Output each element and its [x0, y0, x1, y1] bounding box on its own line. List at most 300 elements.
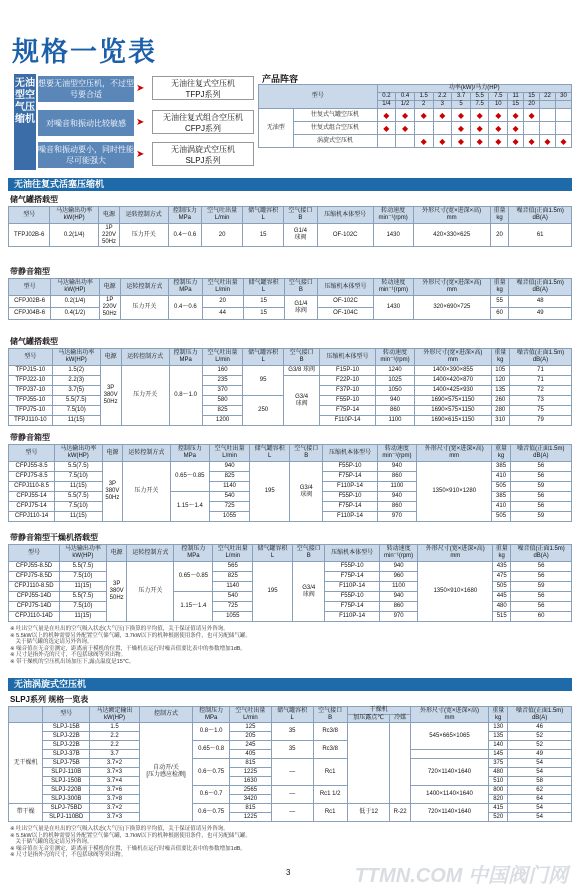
- table-row: [9, 279, 572, 296]
- table-cell: [410, 750, 488, 759]
- table-cell: CFPJ110-8.5D: [9, 582, 60, 592]
- table-header-cell: 噪音值(正面1.5m) dB(A): [511, 545, 572, 562]
- table-row: [9, 207, 572, 224]
- table-header-cell: 外形尺寸(宽×进深×高) mm: [413, 207, 490, 224]
- table-cell: [414, 122, 433, 135]
- table-header-cell: 3.7: [452, 93, 471, 101]
- table-header-cell: 转动速度 min⁻¹(rpm): [379, 545, 418, 562]
- table-cell: 涡旋式空压机: [293, 135, 377, 148]
- table-header-cell: 空气接口 B: [290, 445, 323, 462]
- table-header-cell: 11: [508, 93, 524, 101]
- table-cell: 56: [511, 592, 572, 602]
- table-cell: 1690×575×1150: [415, 396, 491, 406]
- table-cell: TFPJ55-10: [9, 396, 53, 406]
- table-cell: 20: [202, 224, 243, 247]
- table-header-cell: 马达输出功率 kW(HP): [52, 349, 100, 366]
- table-cell: 960: [379, 572, 418, 582]
- table-cell: 510: [489, 777, 508, 786]
- table-cell: 160: [202, 366, 243, 376]
- table-cell: 56: [510, 492, 571, 502]
- table-cell: 725: [213, 602, 253, 612]
- table-cell: CFPJ75-8.5: [9, 472, 55, 482]
- table-cell: 往复式气罐空压机: [293, 109, 377, 122]
- table-header-cell: 运转控制方式: [120, 207, 168, 224]
- diamond-icon: ◆: [452, 122, 471, 135]
- spec-table-cfpj-dryer: [8, 544, 572, 622]
- table-cell: SLPJ-150B: [43, 777, 90, 786]
- table-cell: SLPJ-22B: [43, 732, 90, 741]
- table-cell: 195: [250, 462, 290, 522]
- table-header-cell: [9, 707, 43, 723]
- table-cell: 59: [511, 582, 572, 592]
- lineup-table: [258, 84, 572, 148]
- table-header-cell: 马达输出功率 kW(HP): [50, 207, 98, 224]
- table-cell: 860: [379, 602, 418, 612]
- table-cell: 60: [490, 308, 509, 320]
- diamond-icon: ◆: [396, 109, 415, 122]
- table-cell: 820: [489, 795, 508, 804]
- table-cell: F55P-10: [325, 592, 379, 602]
- table-header-cell: 储气罐容积 L: [243, 279, 284, 296]
- table-cell: 56: [511, 572, 572, 582]
- table-cell: 1100: [377, 482, 416, 492]
- table-cell: SLPJ-37B: [43, 750, 90, 759]
- table-header-cell: 空气吐出量 L/min: [202, 349, 243, 366]
- arrow-right-icon: ➤: [136, 117, 145, 128]
- table-header-cell: 冷媒: [390, 715, 410, 723]
- table-cell: 970: [377, 512, 416, 522]
- table-cell: F75P-14: [323, 502, 378, 512]
- diamond-icon: ◆: [508, 135, 524, 148]
- table-header-cell: 噪音值(正面1.5m) dB(A): [509, 349, 571, 366]
- table-cell: 505: [493, 582, 511, 592]
- table-header-cell: 重量 kg: [491, 349, 509, 366]
- table-cell: 0.65～0.85: [170, 462, 209, 492]
- table-header-cell: 30: [555, 93, 571, 101]
- table-cell: 385: [492, 492, 510, 502]
- table-cell: 505: [492, 512, 510, 522]
- table-cell: 2.2: [90, 732, 139, 741]
- table-header-cell: 转动速度 min⁻¹(rpm): [375, 349, 415, 366]
- table-cell: 11(15): [55, 512, 102, 522]
- table-cell: F15P-10: [320, 366, 375, 376]
- section-bar-scroll: 无油涡旋式空压机: [8, 678, 572, 691]
- table-cell: 压力开关: [120, 296, 168, 320]
- table-cell: 480: [489, 768, 508, 777]
- table-cell: R-22: [390, 804, 410, 822]
- table-cell: 140: [489, 741, 508, 750]
- table-cell: 54: [508, 759, 572, 768]
- table-cell: F55P-10: [323, 462, 378, 472]
- table-cell: 545×665×1065: [410, 723, 488, 750]
- table-cell: CFPJ55-8.5D: [9, 562, 60, 572]
- table-cell: 58: [508, 777, 572, 786]
- table-cell: 压力开关: [120, 224, 168, 247]
- table-cell: 73: [509, 396, 571, 406]
- diamond-icon: ◆: [470, 109, 489, 122]
- table-cell: 480: [493, 602, 511, 612]
- desc-box-3: 噪音和振动要小，同时性能尽可能强大: [38, 142, 134, 168]
- table-header-cell: 5.5: [470, 93, 489, 101]
- table-cell: 56: [511, 602, 572, 612]
- table-cell: 375: [489, 759, 508, 768]
- table-header-cell: 型号: [259, 85, 378, 109]
- table-header-cell: 电源: [98, 207, 119, 224]
- table-cell: [377, 135, 396, 148]
- table-cell: 46: [508, 723, 572, 732]
- table-cell: 135: [491, 386, 509, 396]
- table-cell: —: [271, 786, 313, 804]
- note-line: 关于储气罐的选定请另外咨询。: [10, 839, 93, 845]
- table-cell: 800: [489, 786, 508, 795]
- table-cell: CFPJ04B-6: [9, 308, 51, 320]
- table-cell: 71: [509, 376, 571, 386]
- table-cell: CFPJ55-14: [9, 492, 55, 502]
- table-cell: 1050: [375, 386, 415, 396]
- table-cell: TFPJ110-10: [9, 416, 53, 426]
- table-cell: 1200: [202, 416, 243, 426]
- note-line: ※ 噪音值在无音室测定，距离前于模机的位置，干燥机在运行时噪音值要比表中的参数增加1dB。: [10, 645, 246, 652]
- diamond-icon: ◆: [555, 135, 571, 148]
- arrow-right-icon: ➤: [136, 149, 145, 160]
- table-cell: SLPJ-22B: [43, 741, 90, 750]
- table-row: [9, 545, 572, 562]
- table-cell: 385: [492, 462, 510, 472]
- table-cell: 59: [510, 482, 571, 492]
- table-cell: 1P 220V 50Hz: [98, 224, 119, 247]
- table-cell: 1055: [210, 512, 250, 522]
- subsection-title: 带静音箱型: [10, 267, 50, 276]
- table-cell: 3.7×3: [90, 813, 139, 822]
- table-cell: 3.7×8: [90, 795, 139, 804]
- table-cell: CFPJ75-8.5D: [9, 572, 60, 582]
- table-cell: 7.5(10): [59, 572, 106, 582]
- table-header-cell: 储气罐容积 L: [250, 445, 290, 462]
- table-cell: 79: [509, 416, 571, 426]
- table-cell: 3.7×4: [90, 777, 139, 786]
- table-cell: 0.2(1/4): [50, 224, 98, 247]
- note-line: 关于储气罐的选定请另外咨询。: [10, 639, 93, 645]
- table-cell: 1225: [230, 813, 272, 822]
- table-cell: 320×690×725: [413, 296, 490, 320]
- table-cell: CFPJ75-14D: [9, 602, 60, 612]
- notes-scroll: [10, 826, 430, 859]
- table-cell: 3420: [230, 795, 272, 804]
- table-cell: 860: [375, 406, 415, 416]
- subsection-title: 储气罐搭载型: [10, 195, 58, 204]
- table-header-cell: 空气吐出量 L/min: [202, 207, 243, 224]
- table-cell: 3P 380V 50Hz: [106, 562, 127, 622]
- table-cell: 405: [230, 750, 272, 759]
- table-cell: 52: [508, 732, 572, 741]
- table-cell: 580: [202, 396, 243, 406]
- table-cell: 940: [379, 592, 418, 602]
- table-header-cell: 空气接口 B: [313, 707, 347, 723]
- table-cell: 370: [202, 386, 243, 396]
- subsection-title: 带静音箱型: [10, 433, 50, 442]
- table-header-cell: 储气罐容积 L: [271, 707, 313, 723]
- table-header-cell: 压缩机本体型号: [323, 445, 378, 462]
- table-cell: 55: [490, 296, 509, 308]
- spec-table-cfpj: [8, 444, 572, 522]
- table-cell: 1100: [379, 582, 418, 592]
- table-header-cell: 10: [489, 101, 508, 109]
- table-header-cell: 控制压力 MPa: [169, 349, 202, 366]
- table-cell: [390, 723, 410, 804]
- table-cell: SLPJ-110B: [43, 768, 90, 777]
- table-cell: 120: [491, 376, 509, 386]
- table-cell: Rc1: [313, 804, 347, 822]
- table-cell: F110P-14: [323, 512, 378, 522]
- table-cell: 1140: [210, 482, 250, 492]
- table-header-cell: 外形尺寸(宽×进深×高) mm: [416, 445, 491, 462]
- table-cell: 1350×910×1680: [418, 562, 493, 622]
- spec-table-tfpj: [8, 348, 572, 426]
- table-header-cell: 0.2: [377, 93, 396, 101]
- table-cell: 105: [491, 366, 509, 376]
- table-cell: 7.5(10): [55, 502, 102, 512]
- table-cell: TFPJ22-10: [9, 376, 53, 386]
- table-row: [9, 723, 572, 732]
- table-cell: F110P-14: [323, 482, 378, 492]
- table-header-cell: 重量 kg: [493, 545, 511, 562]
- table-cell: 35: [271, 741, 313, 759]
- table-row: [9, 376, 572, 386]
- table-cell: SLPJ-75BD: [43, 804, 90, 813]
- table-header-cell: 控制压力 MPa: [168, 207, 202, 224]
- table-cell: 3.7×2: [90, 759, 139, 768]
- table-cell: CFPJ55-8.5: [9, 462, 55, 472]
- product-box-cfpj: 无油往复式组合空压机 CFPJ系列: [152, 110, 254, 134]
- table-cell: 49: [509, 308, 572, 320]
- spec-table-tfpj02: [8, 206, 572, 247]
- note-line: ※ 5.5kW以上的机种需要另外配置空气储气罐，3.7kW以下的机种根据使用条件，也可另配储气罐。: [10, 832, 251, 839]
- table-header-cell: 重量 kg: [490, 207, 509, 224]
- table-header-cell: 控制压力 MPa: [174, 545, 213, 562]
- table-cell: 54: [508, 804, 572, 813]
- table-cell: 44: [202, 308, 243, 320]
- table-cell: 3.7(5): [52, 386, 100, 396]
- diamond-icon: ◆: [489, 122, 508, 135]
- table-cell: 往复式组合空压机: [293, 122, 377, 135]
- table-cell: CFPJ110-14: [9, 512, 55, 522]
- table-cell: 565: [213, 562, 253, 572]
- table-cell: 1430: [373, 224, 413, 247]
- diamond-icon: ◆: [489, 135, 508, 148]
- table-header-cell: 控制方式: [139, 707, 193, 723]
- table-cell: 1.15～1.4: [174, 592, 213, 622]
- spec-table-slpj: [8, 706, 572, 822]
- table-cell: 1225: [230, 768, 272, 777]
- table-cell: 940: [379, 562, 418, 572]
- table-header-cell: 控制压力 MPa: [193, 707, 230, 723]
- diamond-icon: ◆: [414, 109, 433, 122]
- table-cell: 235: [202, 376, 243, 386]
- table-cell: 56: [510, 472, 571, 482]
- diamond-icon: ◆: [433, 135, 452, 148]
- diamond-icon: ◆: [540, 135, 556, 148]
- table-cell: 940: [377, 492, 416, 502]
- table-header-cell: 运转控制方式: [127, 545, 174, 562]
- diamond-icon: ◆: [433, 109, 452, 122]
- table-cell: 3.7×3: [90, 768, 139, 777]
- table-cell: SLPJ-110BD: [43, 813, 90, 822]
- diamond-icon: ◆: [470, 122, 489, 135]
- table-cell: 2.2(3): [52, 376, 100, 386]
- diamond-icon: ◆: [452, 109, 471, 122]
- table-cell: 0.8～1.0: [193, 723, 230, 741]
- subsection-title: SLPJ系列 规格一览表: [10, 695, 89, 704]
- table-row: [9, 296, 572, 308]
- table-cell: 2.2: [90, 741, 139, 750]
- table-cell: 420×330×625: [413, 224, 490, 247]
- table-cell: 445: [493, 592, 511, 602]
- table-header-cell: 压缩机本体型号: [320, 349, 375, 366]
- table-cell: 125: [230, 723, 272, 732]
- table-cell: 415: [489, 804, 508, 813]
- table-cell: 54: [508, 768, 572, 777]
- table-cell: 0.6～0.75: [193, 804, 230, 822]
- table-cell: 72: [509, 386, 571, 396]
- table-header-cell: 转动速度 min⁻¹(rpm): [377, 445, 416, 462]
- table-cell: OF-104C: [318, 308, 374, 320]
- table-cell: 475: [493, 572, 511, 582]
- table-cell: 940: [210, 462, 250, 472]
- table-header-cell: 马达额定输出 kW(HP): [90, 707, 139, 723]
- table-cell: 15: [243, 296, 284, 308]
- table-cell: 825: [213, 572, 253, 582]
- table-cell: 自动开/关 [压力感应检测]: [139, 723, 193, 822]
- table-cell: CFPJ02B-6: [9, 296, 51, 308]
- table-cell: [347, 723, 390, 804]
- table-cell: 825: [210, 472, 250, 482]
- table-cell: [524, 122, 540, 135]
- diamond-icon: ◆: [414, 135, 433, 148]
- product-box-slpj: 无油涡旋式空压机 SLPJ系列: [152, 142, 254, 166]
- table-header-cell: 重量 kg: [490, 279, 509, 296]
- table-cell: CFPJ110-8.5: [9, 482, 55, 492]
- table-header-cell: 空气接口 B: [292, 545, 325, 562]
- table-cell: 71: [509, 366, 571, 376]
- table-header-cell: 空气吐出量 L/min: [210, 445, 250, 462]
- table-header-cell: 储气罐容积 L: [243, 349, 284, 366]
- table-cell: 5.5(7.5): [59, 592, 106, 602]
- table-cell: 0.4～0.6: [168, 224, 202, 247]
- side-label: 无油型空气压缩机: [14, 74, 36, 170]
- table-row: [9, 445, 572, 462]
- table-row: [9, 759, 572, 768]
- table-header-cell: 型号: [9, 445, 55, 462]
- table-cell: SLPJ-75B: [43, 759, 90, 768]
- note-line: ※ 噪音值在无音室测定，距离前于模机的位置，干燥机在运行时噪音值要比表中的参数增加1dB。: [10, 845, 246, 852]
- spec-table-cfpj02: [8, 278, 572, 320]
- table-cell: CFPJ55-14D: [9, 592, 60, 602]
- table-header-cell: 7.5: [470, 101, 489, 109]
- table-cell: F55P-10: [320, 396, 375, 406]
- table-cell: 3.7×2: [90, 804, 139, 813]
- table-cell: 0.65～0.85: [174, 562, 213, 592]
- table-cell: 7.5(10): [59, 602, 106, 612]
- table-cell: 1400×1140×1640: [410, 786, 488, 804]
- table-cell: F75P-14: [320, 406, 375, 416]
- table-header-cell: 空气接口 B: [284, 279, 318, 296]
- table-header-cell: 转动速度 min⁻¹(rpm): [373, 279, 413, 296]
- table-header-cell: 储气罐容积 L: [253, 545, 293, 562]
- section-bar-reciprocating: 无油往复式活塞压缩机: [8, 178, 572, 191]
- table-row: [9, 349, 572, 366]
- table-row: [9, 562, 572, 572]
- table-header-cell: 空气吐出量 L/min: [230, 707, 272, 723]
- diamond-icon: ◆: [508, 122, 524, 135]
- table-header-cell: 型号: [9, 545, 60, 562]
- table-cell: 0.4～0.6: [169, 296, 203, 320]
- table-cell: 7.5(10): [55, 472, 102, 482]
- table-header-cell: [555, 101, 571, 109]
- table-cell: [555, 109, 571, 122]
- table-header-cell: 22: [540, 93, 556, 101]
- table-header-cell: 3: [433, 101, 452, 109]
- table-cell: 56: [511, 562, 572, 572]
- table-cell: 410: [492, 472, 510, 482]
- table-cell: 1690×615×1150: [415, 416, 491, 426]
- table-cell: 无油型: [259, 109, 294, 148]
- table-header-cell: 功率(kW)/马力(HP): [377, 85, 571, 93]
- table-header-cell: 电源: [100, 349, 121, 366]
- table-cell: F22P-10: [320, 376, 375, 386]
- table-cell: F37P-10: [320, 386, 375, 396]
- table-cell: TFPJ37-10: [9, 386, 53, 396]
- table-row: [9, 462, 572, 472]
- table-cell: 1350×910×1280: [416, 462, 491, 522]
- table-header-cell: 重量 kg: [492, 445, 510, 462]
- table-cell: 56: [510, 462, 571, 472]
- table-header-cell: 外形尺寸(宽×进深×高) mm: [418, 545, 493, 562]
- notes-reciprocating: [10, 626, 430, 665]
- table-cell: 62: [508, 786, 572, 795]
- table-cell: 970: [379, 612, 418, 622]
- table-cell: 2565: [230, 786, 272, 795]
- table-header-cell: 空气接口 B: [284, 207, 318, 224]
- table-cell: G3/4 球阀: [283, 376, 319, 426]
- table-row: [9, 786, 572, 795]
- note-line: ※ 吐出空气量是在吐出的空气吸入状态(大气压)下换算的平均值，关于保证值请另外咨询。: [10, 626, 229, 632]
- table-cell: 3.7×6: [90, 786, 139, 795]
- table-cell: [396, 135, 415, 148]
- table-cell: 20: [202, 296, 243, 308]
- table-cell: 505: [492, 482, 510, 492]
- table-header-cell: 外形尺寸(宽×进深×高) mm: [415, 349, 491, 366]
- table-cell: 3.7: [90, 750, 139, 759]
- table-cell: 3P 380V 50Hz: [102, 462, 123, 522]
- table-cell: 1630: [230, 777, 272, 786]
- table-cell: 1400×420×870: [415, 376, 491, 386]
- table-header-cell: 电源: [102, 445, 123, 462]
- note-line: ※ 尺寸是指外壳的尺寸，不包括球阀等突出物。: [10, 852, 127, 858]
- table-header-cell: 运转控制方式: [121, 349, 169, 366]
- note-line: ※ 5.5kW以上的机种需要另外配置空气储气罐，3.7kW以下的机种根据使用条件，也可另配储气罐。: [10, 632, 251, 639]
- table-cell: 280: [491, 406, 509, 416]
- table-header-cell: 压缩机本体型号: [325, 545, 379, 562]
- table-cell: 540: [213, 592, 253, 602]
- diamond-icon: ◆: [377, 109, 396, 122]
- table-header-cell: 15: [524, 93, 540, 101]
- table-header-cell: 转动速度 min⁻¹(rpm): [373, 207, 413, 224]
- table-cell: 310: [491, 416, 509, 426]
- table-cell: 815: [230, 759, 272, 768]
- table-cell: 815: [230, 804, 272, 813]
- page-number: 3: [286, 868, 291, 877]
- table-header-cell: 马达输出功率 kW(HP): [55, 445, 102, 462]
